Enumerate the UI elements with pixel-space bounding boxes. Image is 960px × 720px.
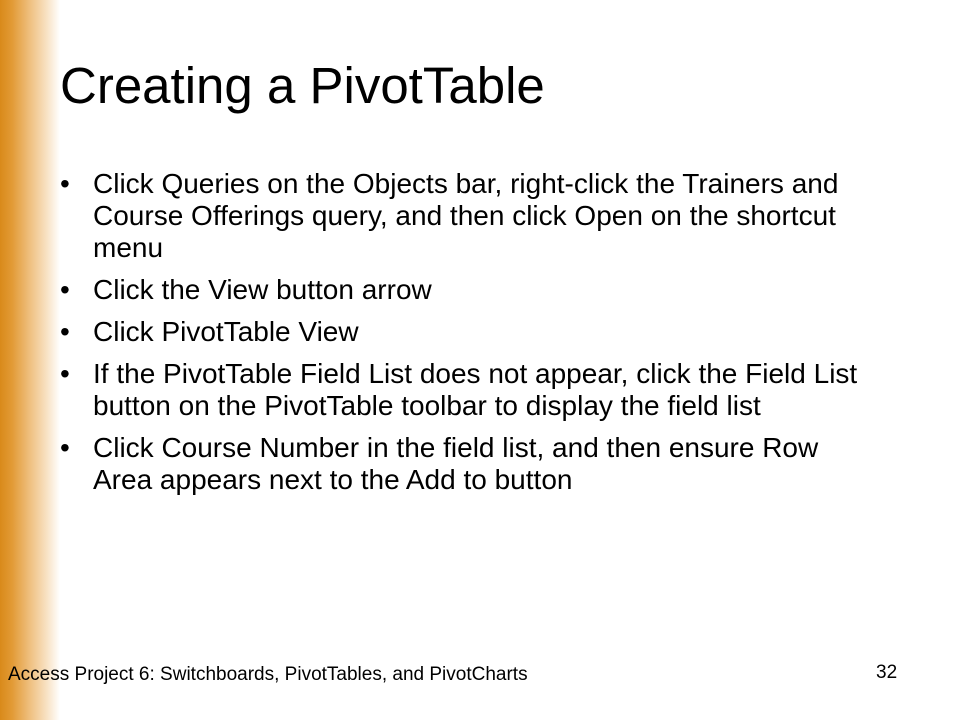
slide-title: Creating a PivotTable	[60, 57, 545, 114]
accent-band	[0, 0, 60, 720]
bullet-icon: •	[60, 432, 70, 463]
footer-text: Access Project 6: Switchboards, PivotTables, and PivotCharts	[8, 664, 528, 685]
bullet-text: Click Queries on the Objects bar, right-click the Trainers and Course Offerings query, and then click Open on the shortcut menu	[93, 168, 839, 263]
page-number: 32	[876, 662, 898, 683]
bullet-item	[60, 316, 880, 348]
bullet-icon: •	[60, 358, 70, 389]
bullet-item	[60, 358, 880, 422]
bullet-text: Click PivotTable View	[93, 316, 359, 347]
bullet-icon: •	[60, 274, 70, 305]
bullet-list	[60, 168, 880, 506]
bullet-item	[60, 432, 880, 496]
bullet-item	[60, 168, 880, 264]
bullet-text: Click Course Number in the field list, and then ensure Row Area appears next to the Add to button	[93, 432, 819, 495]
bullet-icon: •	[60, 168, 70, 199]
bullet-item	[60, 274, 880, 306]
bullet-text: Click the View button arrow	[93, 274, 432, 305]
bullet-text: If the PivotTable Field List does not appear, click the Field List button on the PivotTable toolbar to display the field list	[93, 358, 858, 421]
bullet-icon: •	[60, 316, 70, 347]
